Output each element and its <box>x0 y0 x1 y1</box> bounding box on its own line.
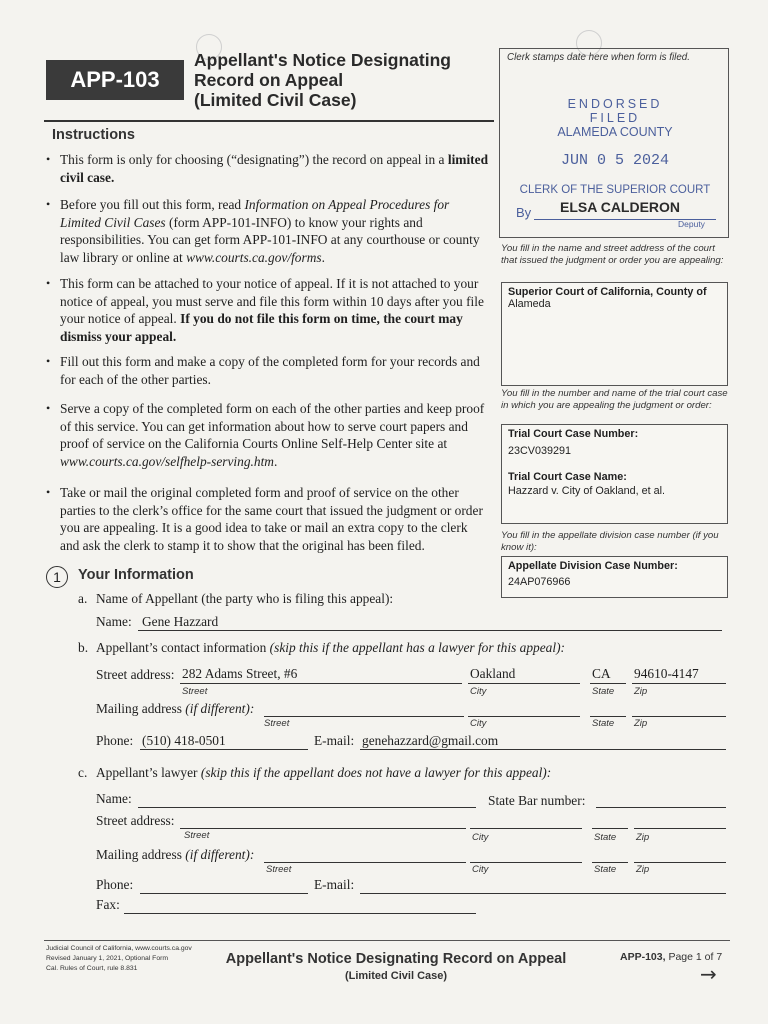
lawyer-name-label: Name: <box>96 791 132 806</box>
forms-url-link[interactable]: www.courts.ca.gov/forms <box>186 249 322 265</box>
phone-label: Phone: <box>96 733 134 748</box>
mailing-zip-field[interactable] <box>632 701 726 717</box>
fax-field[interactable] <box>124 898 476 914</box>
appellate-case-note: You fill in the appellate division case number (if you know it): <box>501 530 719 553</box>
instruction-item: • This form can be attached to your notice of appeal. If it is not attached to your notice of appeal, you must serve and file this form within 10 days after you file your notice of appeal. If you do not file this form on time, the court may dismiss your appeal. <box>46 276 484 344</box>
court-info-label: Superior Court of California, County of <box>508 286 707 298</box>
section-number: 1 <box>46 566 68 588</box>
footer-revised: Revised January 1, 2021, Optional Form <box>46 955 169 962</box>
footer-divider <box>44 940 730 941</box>
clerk-stamp-box <box>499 48 729 238</box>
city-caption: City <box>472 864 489 875</box>
email-value: genehazzard@gmail.com <box>362 733 499 748</box>
zip-caption: Zip <box>634 686 648 697</box>
trial-case-note: You fill in the number and name of the trial court case in which you are appealing the judgment or order: <box>501 388 728 411</box>
instruction-item: • This form is only for choosing (“designating”) the record on appeal in a limited civil case. <box>46 152 489 185</box>
phone-value: (510) 418-0501 <box>142 733 226 748</box>
trial-case-name-label: Trial Court Case Name: <box>508 471 627 483</box>
stamp-clerk-line: CLERK OF THE SUPERIOR COURT <box>519 184 711 196</box>
item-c-text: Appellant’s lawyer (skip this if the appellant does not have a lawyer for this appeal): <box>96 765 552 780</box>
lawyer-mailing-label: Mailing address (if different): <box>96 847 255 862</box>
mailing-street-field[interactable] <box>264 701 464 717</box>
appellant-name-field[interactable] <box>138 615 722 631</box>
city-caption: City <box>472 832 489 843</box>
bullet-dot: • <box>46 485 51 499</box>
stamp-deputy-label: Deputy <box>678 219 705 229</box>
form-title-line: Record on Appeal <box>194 70 344 90</box>
bullet-dot: • <box>46 197 51 211</box>
zip-value: 94610-4147 <box>634 666 699 681</box>
lawyer-phone-label: Phone: <box>96 877 134 892</box>
zip-caption: Zip <box>636 864 650 875</box>
street-caption: Street <box>266 864 292 875</box>
appellate-case-label: Appellate Division Case Number: <box>508 560 678 572</box>
lawyer-city-field[interactable] <box>470 813 582 829</box>
lawyer-mailing-city-field[interactable] <box>470 847 582 863</box>
street-caption: Street <box>264 718 290 729</box>
trial-case-number-label: Trial Court Case Number: <box>508 428 639 440</box>
instruction-item: • Take or mail the original completed form and proof of service on the other parties to the clerk’s office for the same court that issued the judgment or order you are appealing. It is a good idea to take or mail an extra copy to the clerk and ask the clerk to stamp it to show that the original has been filed. <box>46 485 483 553</box>
instruction-item: • Fill out this form and make a copy of the completed form for your records and for each of the other parties. <box>46 354 480 387</box>
zip-caption: Zip <box>636 832 650 843</box>
court-info-note: You fill in the name and street address of the court that issued the judgment or order you are appealing: <box>501 243 724 266</box>
footer-subtitle: (Limited Civil Case) <box>344 970 448 982</box>
trial-case-box <box>501 424 728 524</box>
item-c-label: c. <box>78 765 88 780</box>
city-caption: City <box>470 686 487 697</box>
lawyer-phone-field[interactable] <box>140 878 308 894</box>
footer-page-info: APP-103, Page 1 of 7 <box>620 951 723 963</box>
form-id-badge: APP-103 <box>46 60 184 100</box>
city-value: Oakland <box>470 666 516 681</box>
instruction-item: • Before you fill out this form, read Information on Appeal Procedures for Limited Civil Cases (form APP-101-INFO) to know your rights and responsibilities. You can get form APP-101-INFO at any courthouse or county law library or online at www.courts.ca.gov/forms. <box>46 197 480 265</box>
item-a-text: Name of Appellant (the party who is filing this appeal): <box>96 591 394 606</box>
city-caption: City <box>470 718 487 729</box>
lawyer-street-label: Street address: <box>96 813 175 828</box>
bullet-dot: • <box>46 401 51 415</box>
item-b-text: Appellant’s contact information (skip this if the appellant has a lawyer for this appeal): <box>96 640 565 655</box>
appellant-name-value: Gene Hazzard <box>142 614 219 629</box>
mailing-city-field[interactable] <box>468 701 580 717</box>
bullet-dot: • <box>46 152 51 166</box>
form-title <box>194 50 494 110</box>
stamp-endorsed: ENDORSED <box>567 97 663 111</box>
footer-rule: Cal. Rules of Court, rule 8.831 <box>46 965 138 972</box>
state-bar-field[interactable] <box>596 792 726 808</box>
lawyer-name-field[interactable] <box>138 792 476 808</box>
lawyer-email-label: E-mail: <box>314 877 355 892</box>
lawyer-mailing-street-field[interactable] <box>264 847 466 863</box>
street-caption: Street <box>184 830 210 841</box>
state-bar-label: State Bar number: <box>488 793 586 808</box>
stamp-date: JUN 0 5 2024 <box>560 152 670 169</box>
item-a-label: a. <box>78 591 88 606</box>
lawyer-mailing-state-field[interactable] <box>592 847 628 863</box>
street-address-label: Street address: <box>96 667 175 682</box>
trial-case-name-value[interactable]: Hazzard v. City of Oakland, et al. <box>508 485 666 497</box>
instructions-heading: Instructions <box>52 127 135 143</box>
mailing-state-field[interactable] <box>590 701 626 717</box>
state-caption: State <box>594 832 617 843</box>
clerk-note: Clerk stamps date here when form is filed. <box>507 52 690 63</box>
section-title: Your Information <box>78 567 194 583</box>
stamp-county: ALAMEDA COUNTY <box>557 125 673 139</box>
stamp-by-label: By <box>516 205 532 220</box>
street-caption: Street <box>182 686 208 697</box>
mailing-address-label: Mailing address (if different): <box>96 701 255 716</box>
fax-label: Fax: <box>96 897 120 912</box>
stamp-deputy-name: ELSA CALDERON <box>560 199 681 215</box>
state-value: CA <box>592 666 611 681</box>
email-label: E-mail: <box>314 733 355 748</box>
appellant-name-label: Name: <box>96 614 132 629</box>
appellate-case-box <box>501 556 728 598</box>
court-county-value[interactable]: Alameda <box>508 298 551 310</box>
stamp-filed: FILED <box>589 111 641 125</box>
form-title-line: (Limited Civil Case) <box>194 90 357 110</box>
next-page-arrow-icon[interactable]: → <box>700 962 717 986</box>
footer-title: Appellant's Notice Designating Record on Appeal <box>225 951 567 967</box>
item-b-label: b. <box>78 640 89 655</box>
street-value: 282 Adams Street, #6 <box>182 666 298 681</box>
trial-case-number-value[interactable]: 23CV039291 <box>508 445 572 457</box>
instruction-item: • Serve a copy of the completed form on each of the other parties and keep proof of this service. You can get information about how to serve court papers and proof of service on the California Courts Online Self-Help Center site at www.courts.ca.gov/selfhelp-serving.htm. <box>46 401 485 469</box>
appellate-case-value[interactable]: 24AP076966 <box>508 576 571 588</box>
selfhelp-url-link[interactable]: www.courts.ca.gov/selfhelp-serving.htm <box>60 453 274 469</box>
title-divider <box>44 120 494 122</box>
state-caption: State <box>592 718 615 729</box>
state-caption: State <box>594 864 617 875</box>
bullet-dot: • <box>46 354 51 368</box>
lawyer-zip-field[interactable] <box>634 813 726 829</box>
lawyer-email-field[interactable] <box>360 878 726 894</box>
lawyer-street-field[interactable] <box>180 813 466 829</box>
zip-caption: Zip <box>634 718 648 729</box>
state-caption: State <box>592 686 615 697</box>
lawyer-state-field[interactable] <box>592 813 628 829</box>
bullet-dot: • <box>46 276 51 290</box>
form-title-line: Appellant's Notice Designating <box>194 50 451 70</box>
lawyer-mailing-zip-field[interactable] <box>634 847 726 863</box>
court-info-box <box>501 282 728 386</box>
footer-source: Judicial Council of California, www.courts.ca.gov <box>46 945 192 952</box>
